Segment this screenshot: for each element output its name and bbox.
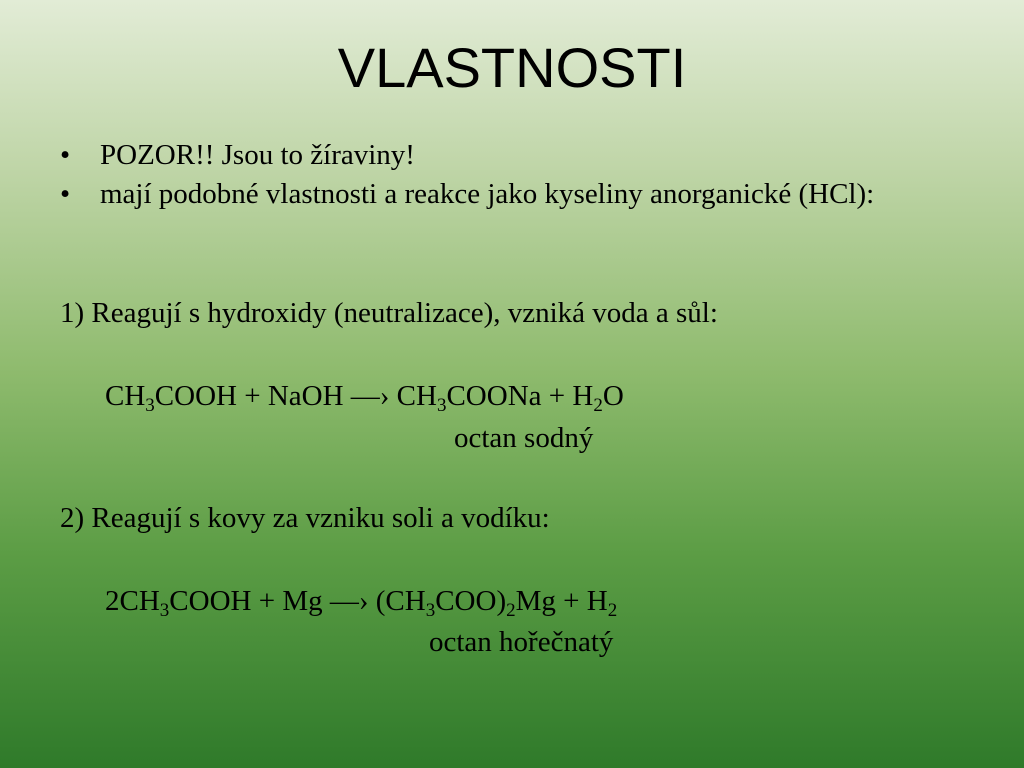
eq-subscript: 2: [506, 600, 516, 621]
bullet-icon: •: [60, 139, 71, 171]
bullet-text: mají podobné vlastnosti a reakce jako kyseliny anorganické (HCl):: [100, 178, 875, 210]
bullet-list: [60, 138, 960, 211]
eq-text: 2CH: [105, 585, 160, 617]
eq-subscript: 3: [145, 395, 155, 416]
point-neutralization: 1) Reagují s hydroxidy (neutralizace), vzniká voda a sůl:: [60, 297, 718, 329]
eq-text: Mg + H: [515, 585, 608, 617]
eq-subscript: 3: [436, 395, 447, 416]
product-name-sodium-acetate: octan sodný: [454, 422, 594, 454]
product-name-magnesium-acetate: octan hořečnatý: [429, 626, 614, 658]
equation-neutralization: [105, 379, 624, 416]
eq-text: COOH + NaOH ―› CH: [154, 380, 437, 412]
equation-metals: [105, 584, 618, 621]
eq-subscript: 3: [425, 600, 436, 621]
eq-text: COOH + Mg ―› (CH: [169, 585, 426, 617]
eq-subscript: 2: [607, 600, 618, 621]
slide-title: VLASTNOSTI: [337, 36, 687, 99]
bullet-text: POZOR!! Jsou to žíraviny!: [100, 139, 415, 171]
point-metals: 2) Reagují s kovy za vzniku soli a vodíku:: [60, 502, 550, 534]
eq-text: CH: [105, 380, 146, 412]
bullet-icon: •: [60, 178, 71, 210]
bullet-item: [60, 177, 960, 211]
eq-subscript: 2: [593, 395, 603, 416]
eq-text: COONa + H: [446, 380, 594, 412]
eq-text: COO): [435, 585, 507, 617]
eq-subscript: 3: [159, 600, 170, 621]
slide-content: [60, 138, 960, 216]
bullet-item: [60, 138, 960, 172]
eq-text: O: [602, 380, 624, 412]
